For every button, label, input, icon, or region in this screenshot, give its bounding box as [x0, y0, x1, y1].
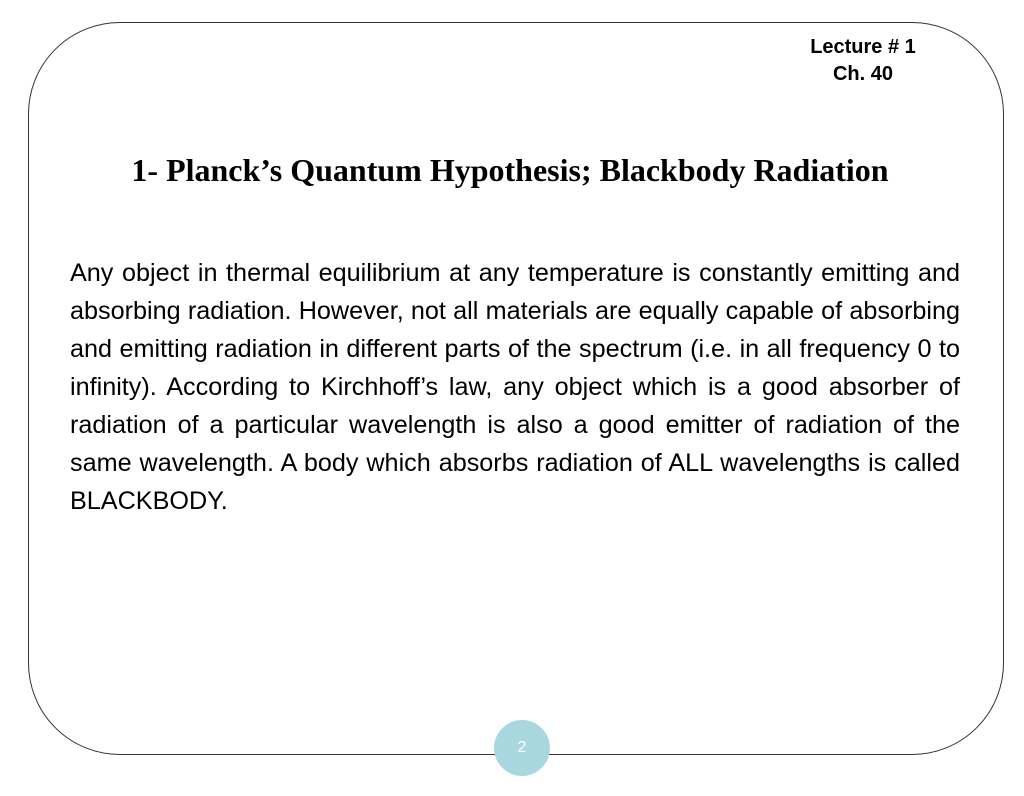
- slide-body-text: Any object in thermal equilibrium at any temperature is constantly emitting and absorbing radiation. However, not all materials are equally capable of absorbing and emitting radiation in different parts of the spectrum (i.e. in all frequency 0 to infinity). According to Kirchhoff’s law, any object which is a good absorber of radiation of a particular wavelength is also a good emitter of radiation of the same wavelength. A body which absorbs radiation of ALL wavelengths is called BLACKBODY.: [70, 259, 960, 515]
- page-number-badge: 2: [494, 720, 550, 776]
- chapter-number: Ch. 40: [832, 63, 894, 85]
- slide-title: 1- Planck’s Quantum Hypothesis; Blackbody Radiation: [131, 152, 889, 188]
- lecture-number: Lecture # 1: [810, 36, 916, 58]
- lecture-info: [790, 34, 936, 88]
